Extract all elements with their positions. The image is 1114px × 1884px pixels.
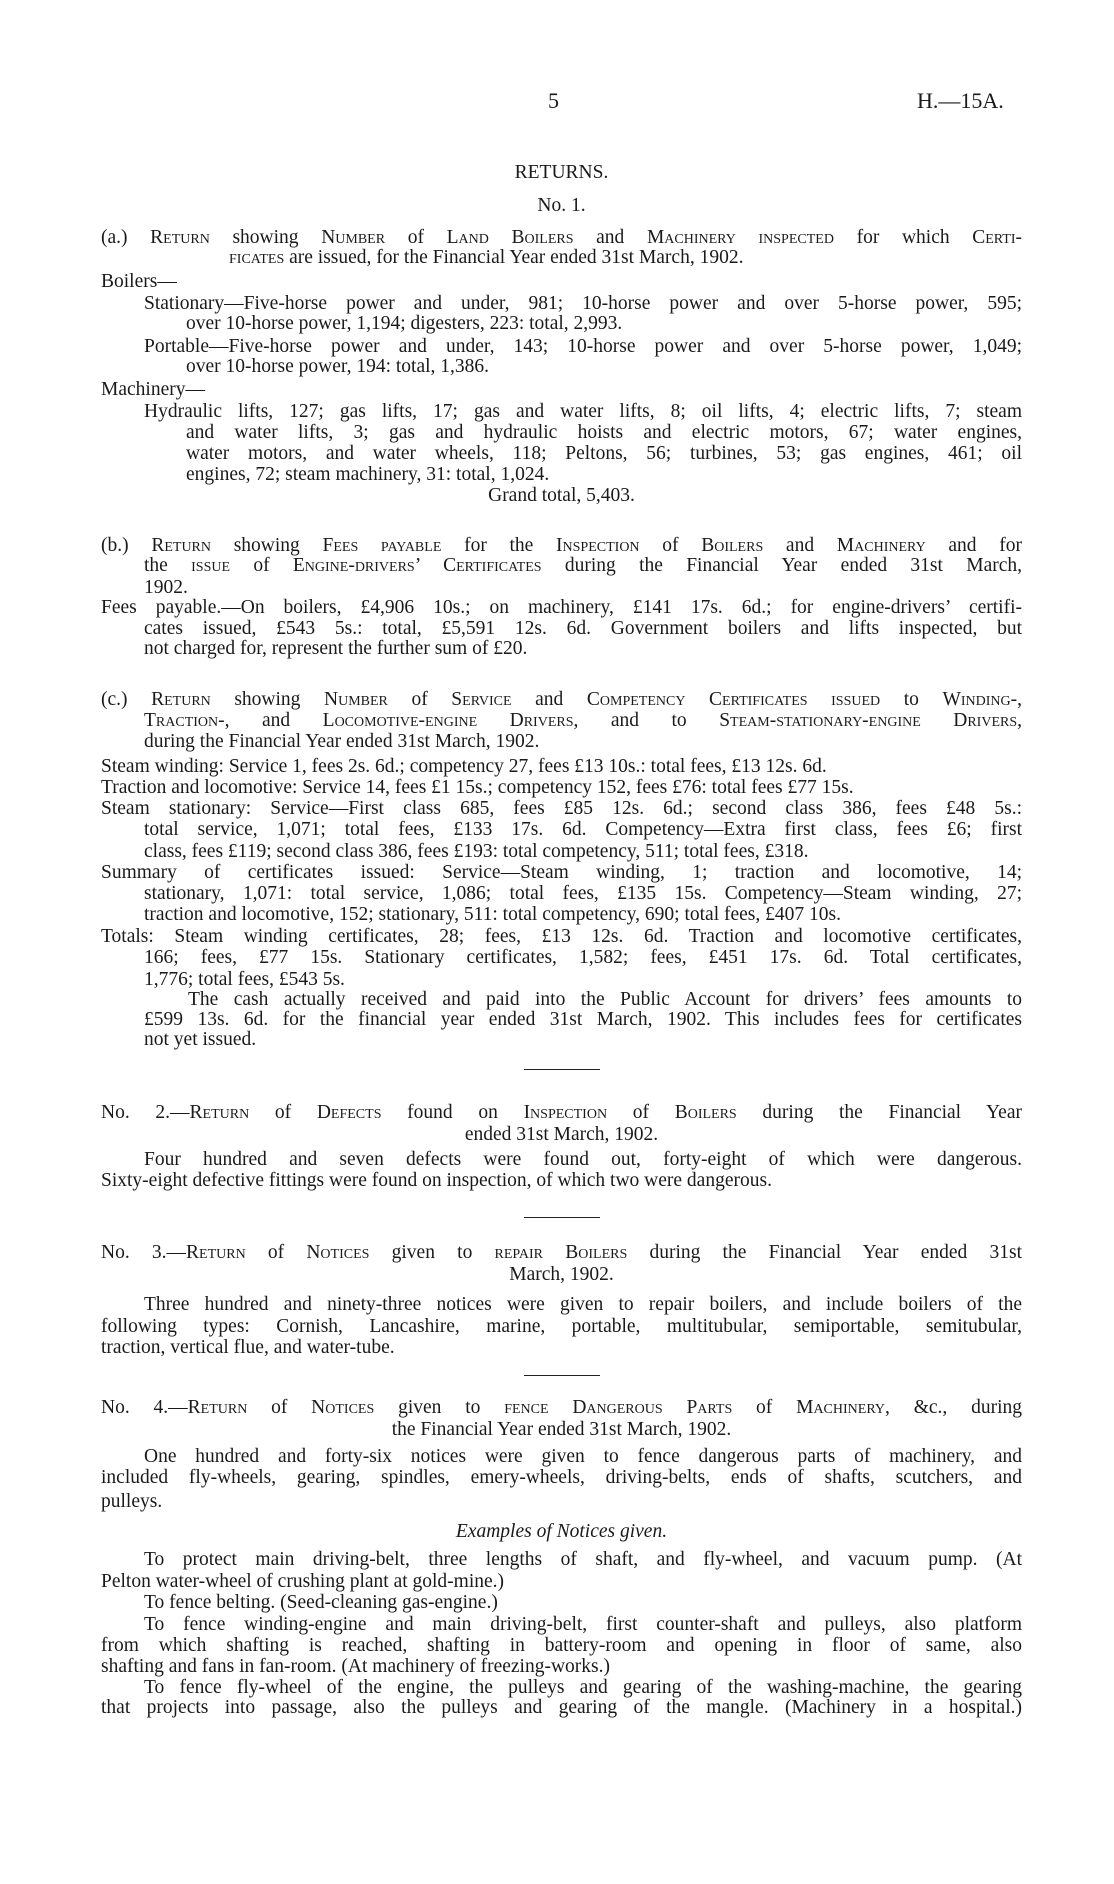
text-segment: and to xyxy=(578,710,720,731)
small-caps-segment: Notices xyxy=(311,1397,375,1418)
page-number: 5 xyxy=(548,88,559,113)
section-divider xyxy=(524,1217,600,1218)
document-reference: H.—15A. xyxy=(917,88,1004,113)
cash-note-line: not yet issued. xyxy=(144,1029,257,1050)
section-c-heading-line xyxy=(144,710,1022,732)
small-caps-segment: Return xyxy=(186,1242,246,1263)
example-notice: To protect main driving-belt, three lengths of shaft, and fly-wheel, and vacuum pump. (At xyxy=(144,1549,1022,1570)
machinery-label: Machinery— xyxy=(101,379,205,400)
cash-note-line: £599 13s. 6d. for the financial year ended 31st March, 1902. This includes fees for certificates xyxy=(144,1009,1022,1030)
text-segment: showing xyxy=(210,689,325,710)
text-segment: &c., during xyxy=(889,1397,1022,1418)
small-caps-segment: Engine-drivers’ Certificates xyxy=(292,555,542,576)
small-caps-segment: Boilers xyxy=(701,535,764,556)
return-4-body: included fly-wheels, gearing, spindles, emery-wheels, driving-belts, ends of shafts, scutchers, and xyxy=(101,1467,1022,1488)
small-caps-segment: Service xyxy=(451,689,512,710)
small-caps-segment: Traction-, xyxy=(144,710,230,731)
return-3-heading xyxy=(101,1242,1022,1264)
certificate-line: class, fees £119; second class 386, fees £193: total competency, 511; total fees, £318. xyxy=(144,841,809,862)
page-title: RETURNS. xyxy=(514,162,609,183)
text-segment: of xyxy=(639,535,702,556)
small-caps-segment: Return xyxy=(151,535,211,556)
section-c-heading-line xyxy=(101,689,1022,711)
machinery-line: water motors, and water wheels, 118; Peltons, 56; turbines, 53; gas engines, 461; oil xyxy=(186,443,1022,464)
example-notice: To fence belting. (Seed-cleaning gas-engine.) xyxy=(144,1592,498,1613)
return-2-heading xyxy=(101,1102,1022,1124)
section-a-heading-line xyxy=(101,227,1022,249)
grand-total: Grand total, 5,403. xyxy=(488,485,635,506)
small-caps-segment: Inspection xyxy=(523,1102,608,1123)
example-notice: To fence winding-engine and main driving-belt, first counter-shaft and pulleys, also platform xyxy=(144,1614,1022,1635)
small-caps-segment: Return xyxy=(150,227,210,248)
return-3-heading: March, 1902. xyxy=(509,1264,614,1285)
text-segment: given to xyxy=(369,1242,495,1263)
small-caps-segment: Certi- xyxy=(972,227,1023,248)
return-3-body: Three hundred and ninety-three notices were given to repair boilers, and include boilers of the xyxy=(144,1294,1022,1315)
fees-line: Fees payable.—On boilers, £4,906 10s.; on machinery, £141 17s. 6d.; for engine-drivers’ certifi- xyxy=(101,597,1022,618)
text-segment: for the xyxy=(441,535,557,556)
small-caps-segment: Fees payable xyxy=(322,535,442,556)
small-caps-segment: inspected xyxy=(758,227,834,248)
examples-title: Examples of Notices given. xyxy=(455,1521,668,1542)
return-4-heading: the Financial Year ended 31st March, 1902. xyxy=(391,1419,732,1440)
return-2-body: Sixty-eight defective fittings were found on inspection, of which two were dangerous. xyxy=(101,1170,772,1191)
small-caps-segment: fence xyxy=(504,1397,549,1418)
section-b-heading-line xyxy=(144,555,1022,577)
text-segment: found on xyxy=(381,1102,524,1123)
small-caps-segment: Locomotive-engine Drivers, xyxy=(322,710,579,731)
fees-line: not charged for, represent the further sum of £20. xyxy=(144,638,528,659)
small-caps-segment: Dangerous Parts xyxy=(572,1397,733,1418)
text-segment: No. 4.— xyxy=(101,1397,188,1418)
example-notice: To fence fly-wheel of the engine, the pulleys and gearing of the washing-machine, the gearing xyxy=(144,1677,1022,1698)
boilers-label: Boilers— xyxy=(101,271,177,292)
summary-line: stationary, 1,071: total service, 1,086; total fees, £135 15s. Competency—Steam winding, 27; xyxy=(144,883,1022,904)
text-segment: and xyxy=(573,227,647,248)
small-caps-segment: issue xyxy=(191,555,231,576)
machinery-line: Hydraulic lifts, 127; gas lifts, 17; gas and water lifts, 8; oil lifts, 4; electric lifts, 7; steam xyxy=(144,401,1022,422)
small-caps-segment: Number xyxy=(321,227,386,248)
text-segment: the xyxy=(144,555,192,576)
text-segment: and xyxy=(511,689,587,710)
portable-boilers-line: over 10-horse power, 194: total, 1,386. xyxy=(186,356,490,377)
small-caps-segment: Land Boilers xyxy=(446,227,574,248)
small-caps-segment: Notices xyxy=(306,1242,370,1263)
small-caps-segment: Boilers xyxy=(565,1242,628,1263)
return-3-body: traction, vertical flue, and water-tube. xyxy=(101,1337,395,1358)
example-notice: shafting and fans in fan-room. (At machinery of freezing-works.) xyxy=(101,1656,610,1677)
summary-line: Summary of certificates issued: Service—Steam winding, 1; traction and locomotive, 14; xyxy=(101,862,1022,883)
return-4-body: One hundred and forty-six notices were given to fence dangerous parts of machinery, and xyxy=(144,1446,1022,1467)
small-caps-segment: Steam-stationary-engine Drivers, xyxy=(719,710,1023,731)
totals-line: 166; fees, £77 15s. Stationary certificates, 1,582; fees, £451 17s. 6d. Total certificates, xyxy=(144,947,1022,968)
totals-line: Totals: Steam winding certificates, 28; fees, £13 12s. 6d. Traction and locomotive certificates, xyxy=(101,926,1022,947)
text-segment: (a.) xyxy=(101,227,151,248)
text-segment: for which xyxy=(833,227,973,248)
certificate-line: Traction and locomotive: Service 14, fees £1 15s.; competency 152, fees £76: total fees £77 15s. xyxy=(101,777,854,798)
small-caps-segment: ficates xyxy=(229,247,285,268)
small-caps-segment: Winding-, xyxy=(942,689,1023,710)
text-segment: No. 2.— xyxy=(101,1102,190,1123)
small-caps-segment: Boilers xyxy=(674,1102,737,1123)
section-c-heading-line: during the Financial Year ended 31st March, 1902. xyxy=(144,731,540,752)
small-caps-segment: Machinery xyxy=(646,227,736,248)
section-a-heading-line xyxy=(229,247,743,269)
text-segment: of xyxy=(385,227,447,248)
return-4-body: pulleys. xyxy=(101,1491,163,1512)
portable-boilers-line: Portable—Five-horse power and under, 143; 10-horse power and over 5-horse power, 1,049; xyxy=(144,336,1022,357)
return-2-heading: ended 31st March, 1902. xyxy=(464,1124,659,1145)
section-b-heading-line xyxy=(101,535,1022,557)
stationary-boilers-line: Stationary—Five-horse power and under, 981; 10-horse power and over 5-horse power, 595; xyxy=(144,293,1022,314)
small-caps-segment: Return xyxy=(151,689,211,710)
small-caps-segment: Machinery, xyxy=(796,1397,890,1418)
small-caps-segment: issued xyxy=(831,689,881,710)
small-caps-segment: Number xyxy=(324,689,388,710)
small-caps-segment: Return xyxy=(187,1397,248,1418)
return-4-heading xyxy=(101,1397,1022,1419)
certificate-line: Steam stationary: Service—First class 685, fees £85 12s. 6d.; second class 386, fees £48 5s.: xyxy=(101,798,1022,819)
text-segment: and xyxy=(229,710,323,731)
example-notice: that projects into passage, also the pulleys and gearing of the mangle. (Machinery in a hospital.) xyxy=(101,1697,1022,1718)
text-segment xyxy=(549,1397,573,1418)
text-segment: are issued, for the Financial Year ended 31st March, 1902. xyxy=(284,247,744,268)
return-2-body: Four hundred and seven defects were found out, forty-eight of which were dangerous. xyxy=(144,1149,1022,1170)
small-caps-segment: Competency Certificates xyxy=(586,689,808,710)
small-caps-segment: Defects xyxy=(316,1102,382,1123)
text-segment xyxy=(736,227,759,248)
text-segment xyxy=(808,689,832,710)
text-segment: and xyxy=(763,535,837,556)
small-caps-segment: Inspection xyxy=(556,535,640,556)
cash-note-line: The cash actually received and paid into the Public Account for drivers’ fees amounts to xyxy=(188,989,1022,1010)
text-segment: during the Financial Year ended 31st xyxy=(627,1242,1022,1263)
example-notice: from which shafting is reached, shafting in battery-room and opening in floor of same, also xyxy=(101,1635,1022,1656)
text-segment: showing xyxy=(211,535,323,556)
text-segment: of xyxy=(387,689,452,710)
text-segment: during the Financial Year ended 31st March, xyxy=(541,555,1022,576)
text-segment: of xyxy=(245,1242,307,1263)
small-caps-segment: repair xyxy=(494,1242,544,1263)
text-segment: and for xyxy=(925,535,1022,556)
fees-line: cates issued, £543 5s.: total, £5,591 12s. 6d. Government boilers and lifts inspected, but xyxy=(144,618,1022,639)
text-segment: No. 3.— xyxy=(101,1242,187,1263)
text-segment: of xyxy=(732,1397,797,1418)
small-caps-segment: Return xyxy=(189,1102,250,1123)
certificate-line: Steam winding: Service 1, fees 2s. 6d.; competency 27, fees £13 10s.: total fees, £13 12s. 6d. xyxy=(101,756,827,777)
totals-line: 1,776; total fees, £543 5s. xyxy=(144,969,345,990)
text-segment: of xyxy=(249,1102,317,1123)
text-segment: to xyxy=(880,689,943,710)
summary-line: traction and locomotive, 152; stationary, 511: total competency, 690; total fees, £407 10s. xyxy=(144,904,841,925)
small-caps-segment: Machinery xyxy=(836,535,926,556)
section-b-heading-line: 1902. xyxy=(144,577,188,598)
text-segment: (b.) xyxy=(101,535,152,556)
return-number-heading: No. 1. xyxy=(537,195,586,216)
example-notice: Pelton water-wheel of crushing plant at gold-mine.) xyxy=(101,1571,505,1592)
stationary-boilers-line: over 10-horse power, 1,194; digesters, 223: total, 2,993. xyxy=(186,313,623,334)
text-segment: (c.) xyxy=(101,689,152,710)
certificate-line: total service, 1,071; total fees, £133 17s. 6d. Competency—Extra first class, fees £6; first xyxy=(144,819,1022,840)
text-segment: given to xyxy=(374,1397,505,1418)
text-segment: during the Financial Year xyxy=(736,1102,1022,1123)
text-segment xyxy=(543,1242,565,1263)
section-divider xyxy=(524,1375,600,1376)
return-3-body: following types: Cornish, Lancashire, marine, portable, multitubular, semiportable, semitubular, xyxy=(101,1316,1022,1337)
text-segment: showing xyxy=(209,227,322,248)
text-segment: of xyxy=(230,555,293,576)
section-divider xyxy=(524,1069,600,1070)
machinery-line: and water lifts, 3; gas and hydraulic hoists and electric motors, 67; water engines, xyxy=(186,422,1022,443)
text-segment: of xyxy=(247,1397,312,1418)
text-segment: of xyxy=(607,1102,675,1123)
machinery-line: engines, 72; steam machinery, 31: total, 1,024. xyxy=(186,464,550,485)
